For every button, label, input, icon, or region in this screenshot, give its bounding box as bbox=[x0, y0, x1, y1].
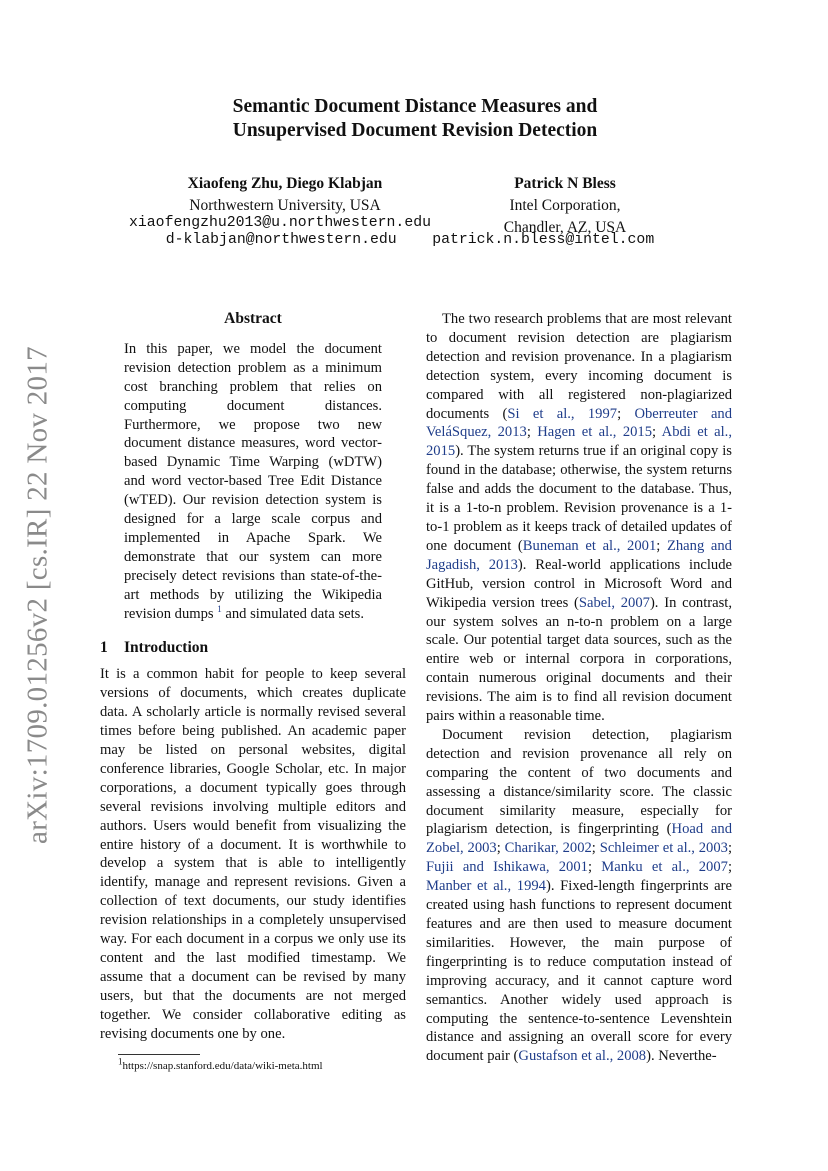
footnote-url[interactable]: https://snap.stanford.edu/data/wiki-meta.html bbox=[122, 1059, 323, 1072]
text-run: Document revision detection, plagiarism detection and revision provenance all rely on comparing the content of two documents and assessing a distance/similarity score. The classic document similarity measure, especially for plagiarism detection, is fingerprinting ( bbox=[426, 726, 732, 838]
text-run: ; bbox=[496, 840, 505, 857]
text-run: The two research problems that are most relevant to document revision detection are plagiarism detection and revision provenance. In a plagiarism detection system, every incoming document is compared with all registered non-plagiarized documents ( bbox=[426, 311, 732, 422]
affiliation-right-2: Chandler, AZ, USA bbox=[503, 219, 627, 236]
author-block-right bbox=[420, 173, 710, 239]
text-run: ; bbox=[727, 840, 733, 857]
section-number: 1 bbox=[100, 638, 108, 656]
citation-link[interactable]: Charikar, 2002 bbox=[504, 840, 592, 857]
section-heading-introduction bbox=[100, 639, 406, 658]
citation-link[interactable]: Hoad and Zobel, 2003 bbox=[426, 821, 732, 857]
author-name-right: Patrick N Bless bbox=[514, 175, 616, 192]
text-run: ). Neverthe- bbox=[646, 1048, 717, 1065]
text-run: ; bbox=[617, 405, 635, 422]
text-run: ; bbox=[652, 424, 662, 441]
abstract-heading: Abstract bbox=[224, 310, 282, 327]
title-line-2: Unsupervised Document Revision Detection bbox=[232, 120, 598, 141]
abstract-text-end: and simulated data sets. bbox=[221, 605, 365, 622]
affiliation-left: Northwestern University, USA bbox=[189, 197, 381, 214]
section-title: Introduction bbox=[124, 638, 209, 656]
footnote-mark: 1 bbox=[118, 1055, 123, 1066]
left-column bbox=[100, 310, 406, 1073]
abstract-text: In this paper, we model the document revision detection problem as a minimum cost branching problem that relies on computing document distances. Furthermore, we propose two new document distance measures, word vector-based Dynamic Time Warping (wDTW) and word vector-based Tree Edit Distance (wTED). Our revision detection system is designed for a large scale corpus and implemented in Apache Spark. We demonstrate that our system can more precisely detect revisions than state-of-the-art methods by utilizing the Wikipedia revision dumps bbox=[124, 340, 382, 622]
right-paragraph-1 bbox=[426, 310, 732, 726]
text-run: ; bbox=[587, 859, 602, 876]
arxiv-identifier-text: arXiv:1709.01256v2 [cs.IR] 22 Nov 2017 bbox=[21, 346, 54, 844]
citation-link[interactable]: Buneman et al., 2001 bbox=[522, 537, 657, 554]
abstract-body bbox=[124, 340, 382, 624]
arxiv-identifier-stamp bbox=[16, 330, 60, 860]
text-run: ; bbox=[727, 859, 732, 876]
email-left-2[interactable]: d-klabjan@northwestern.edu bbox=[165, 232, 397, 248]
author-block-left bbox=[100, 173, 470, 217]
citation-link[interactable]: Hagen et al., 2015 bbox=[537, 424, 653, 441]
citation-link[interactable]: Si et al., 1997 bbox=[507, 405, 618, 422]
email-spacer bbox=[406, 232, 424, 248]
text-run: ; bbox=[656, 537, 667, 554]
title-line-1: Semantic Document Distance Measures and bbox=[232, 96, 598, 117]
citation-link[interactable]: Manber et al., 1994 bbox=[426, 878, 546, 895]
email-right[interactable]: patrick.n.bless@intel.com bbox=[432, 232, 655, 248]
text-run: ). Fixed-length fingerprints are created using hash functions to represent document features and are then used to measure document similarities. However, the main purpose of fingerprinting is to reduce computation instead of improving accuracy, and it cannot capture word semantics. Another widely used approach is computing the sentence-to-sentence Levenshtein distance and assigning an overall score for every document pair ( bbox=[426, 878, 732, 1065]
text-run: ). Real-world applications include GitHub, version control in Microsoft Word and Wikipedia version trees ( bbox=[426, 556, 733, 611]
citation-link[interactable]: Abdi et al., 2015 bbox=[426, 424, 732, 460]
citation-link[interactable]: Oberreuter and VeláSquez, 2013 bbox=[426, 405, 733, 441]
email-line bbox=[110, 232, 710, 248]
email-left-1[interactable]: xiaofengzhu2013@u.northwestern.edu bbox=[129, 215, 431, 231]
author-names-left: Xiaofeng Zhu, Diego Klabjan bbox=[187, 175, 383, 192]
footnote bbox=[118, 1055, 406, 1073]
citation-link[interactable]: Schleimer et al., 2003 bbox=[599, 840, 728, 857]
citation-link[interactable]: Gustafson et al., 2008 bbox=[518, 1048, 647, 1065]
affiliation-right-1: Intel Corporation, bbox=[509, 197, 621, 214]
text-run: ). In contrast, our system solves an n-to-n problem on a large scale. Our potential target data sources, such as the entire web or internal corpora in corporations, contain numerous original documents and their revisions. The aim is to find all revision document pairs within a reasonable time. bbox=[426, 594, 732, 725]
paper-title bbox=[100, 95, 730, 143]
text-run: ; bbox=[526, 424, 538, 441]
abstract-footnote-mark[interactable]: 1 bbox=[217, 603, 222, 614]
right-paragraph-2 bbox=[426, 726, 732, 1066]
citation-link[interactable]: Zhang and Jagadish, 2013 bbox=[426, 537, 732, 573]
email-left-1-block bbox=[100, 212, 460, 234]
citation-link[interactable]: Manku et al., 2007 bbox=[601, 859, 728, 876]
footnote-divider bbox=[118, 1054, 200, 1055]
introduction-paragraph: It is a common habit for people to keep several versions of documents, which creates duplicate data. A scholarly article is normally revised several times before being published. An academic paper may be listed on personal websites, digital conference libraries, Google Scholar, etc. In major corporations, a document typically goes through several revisions involving multiple editors and authors. Users would benefit from visualizing the entire history of a document. It is worthwhile to develop a system that is able to intelligently identify, manage and represent revisions. Given a collection of text documents, our study identifies revision relationships in a completely unsupervised way. For each document in a corpus we only use its content and the last modified timestamp. We assume that a document can be revised by many users, but that the documents are not merged together. We consider collaborative editing as revising documents one by one. bbox=[100, 666, 406, 1042]
text-run: ; bbox=[591, 840, 600, 857]
citation-link[interactable]: Fujii and Ishikawa, 2001 bbox=[426, 859, 588, 876]
citation-link[interactable]: Sabel, 2007 bbox=[578, 594, 650, 611]
right-column bbox=[426, 310, 732, 1066]
text-run: ). The system returns true if an original copy is found in the database; otherwise, the system returns false and adds the document to the database. Thus, it is a 1-to-n problem. Revision provenance is a 1-to-1 problem as it keeps track of detailed updates of one document ( bbox=[426, 443, 732, 554]
